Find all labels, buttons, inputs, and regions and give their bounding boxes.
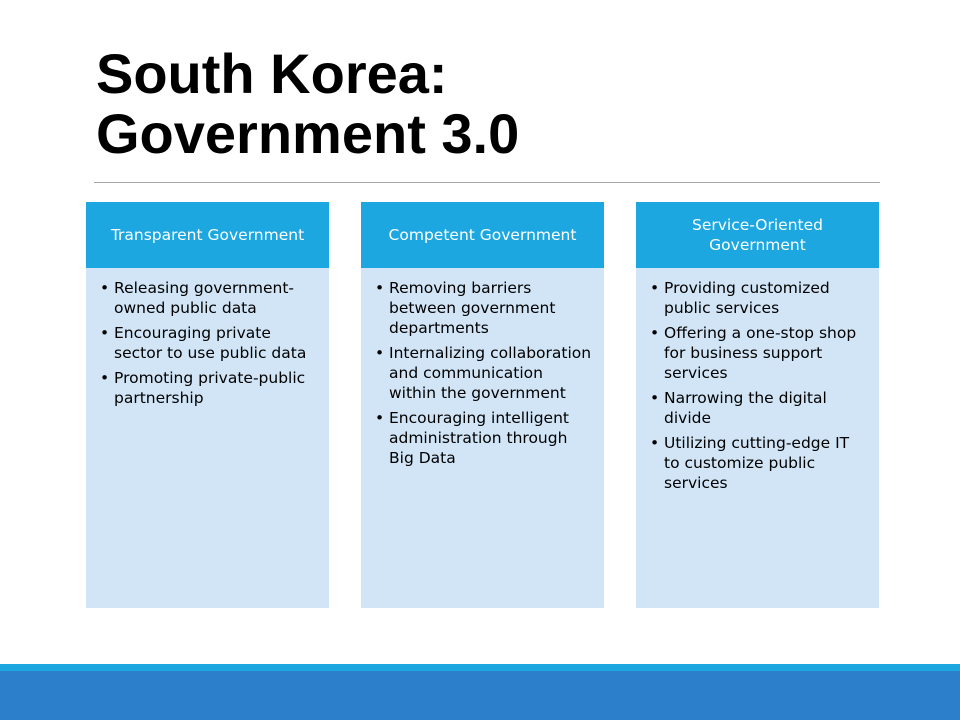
title-line-2: Government 3.0 [96,102,520,165]
column-competent-government [361,202,604,608]
list-item [650,433,867,493]
list-item-text: Promoting private-public partnership [114,369,306,407]
bullet-list [361,268,604,468]
slide-title [96,44,876,164]
bullet-list [636,268,879,493]
footer-band [0,671,960,720]
bullet-icon: • [650,324,660,342]
footer-accent-strip [0,664,960,671]
list-item-text: Offering a one-stop shop for business support services [664,324,857,382]
list-item [375,278,592,338]
list-item [100,278,317,318]
bullet-icon: • [650,389,660,407]
bullet-list [86,268,329,408]
title-divider [94,182,880,183]
column-header: Competent Government [361,202,604,268]
column-header: Transparent Government [86,202,329,268]
bullet-icon: • [100,324,110,342]
bullet-icon: • [375,409,385,427]
list-item-text: Encouraging private sector to use public data [114,324,307,362]
column-header: Service-Oriented Government [636,202,879,268]
list-item [100,323,317,363]
list-item-text: Internalizing collaboration and communication within the government [389,344,592,402]
list-item-text: Narrowing the digital divide [664,389,827,427]
list-item-text: Removing barriers between government departments [389,279,556,337]
list-item-text: Releasing government-owned public data [114,279,295,317]
title-line-1: South Korea: [96,42,448,105]
bullet-icon: • [650,434,660,452]
list-item-text: Encouraging intelligent administration through Big Data [389,409,569,467]
bullet-icon: • [100,369,110,387]
list-item [100,368,317,408]
column-transparent-government [86,202,329,608]
list-item-text: Providing customized public services [664,279,830,317]
column-service-oriented-government [636,202,879,608]
list-item [650,323,867,383]
bullet-icon: • [100,279,110,297]
list-item [650,388,867,428]
list-item-text: Utilizing cutting-edge IT to customize public services [664,434,850,492]
bullet-icon: • [375,279,385,297]
bullet-icon: • [375,344,385,362]
list-item [375,343,592,403]
bullet-icon: • [650,279,660,297]
list-item [650,278,867,318]
list-item [375,408,592,468]
